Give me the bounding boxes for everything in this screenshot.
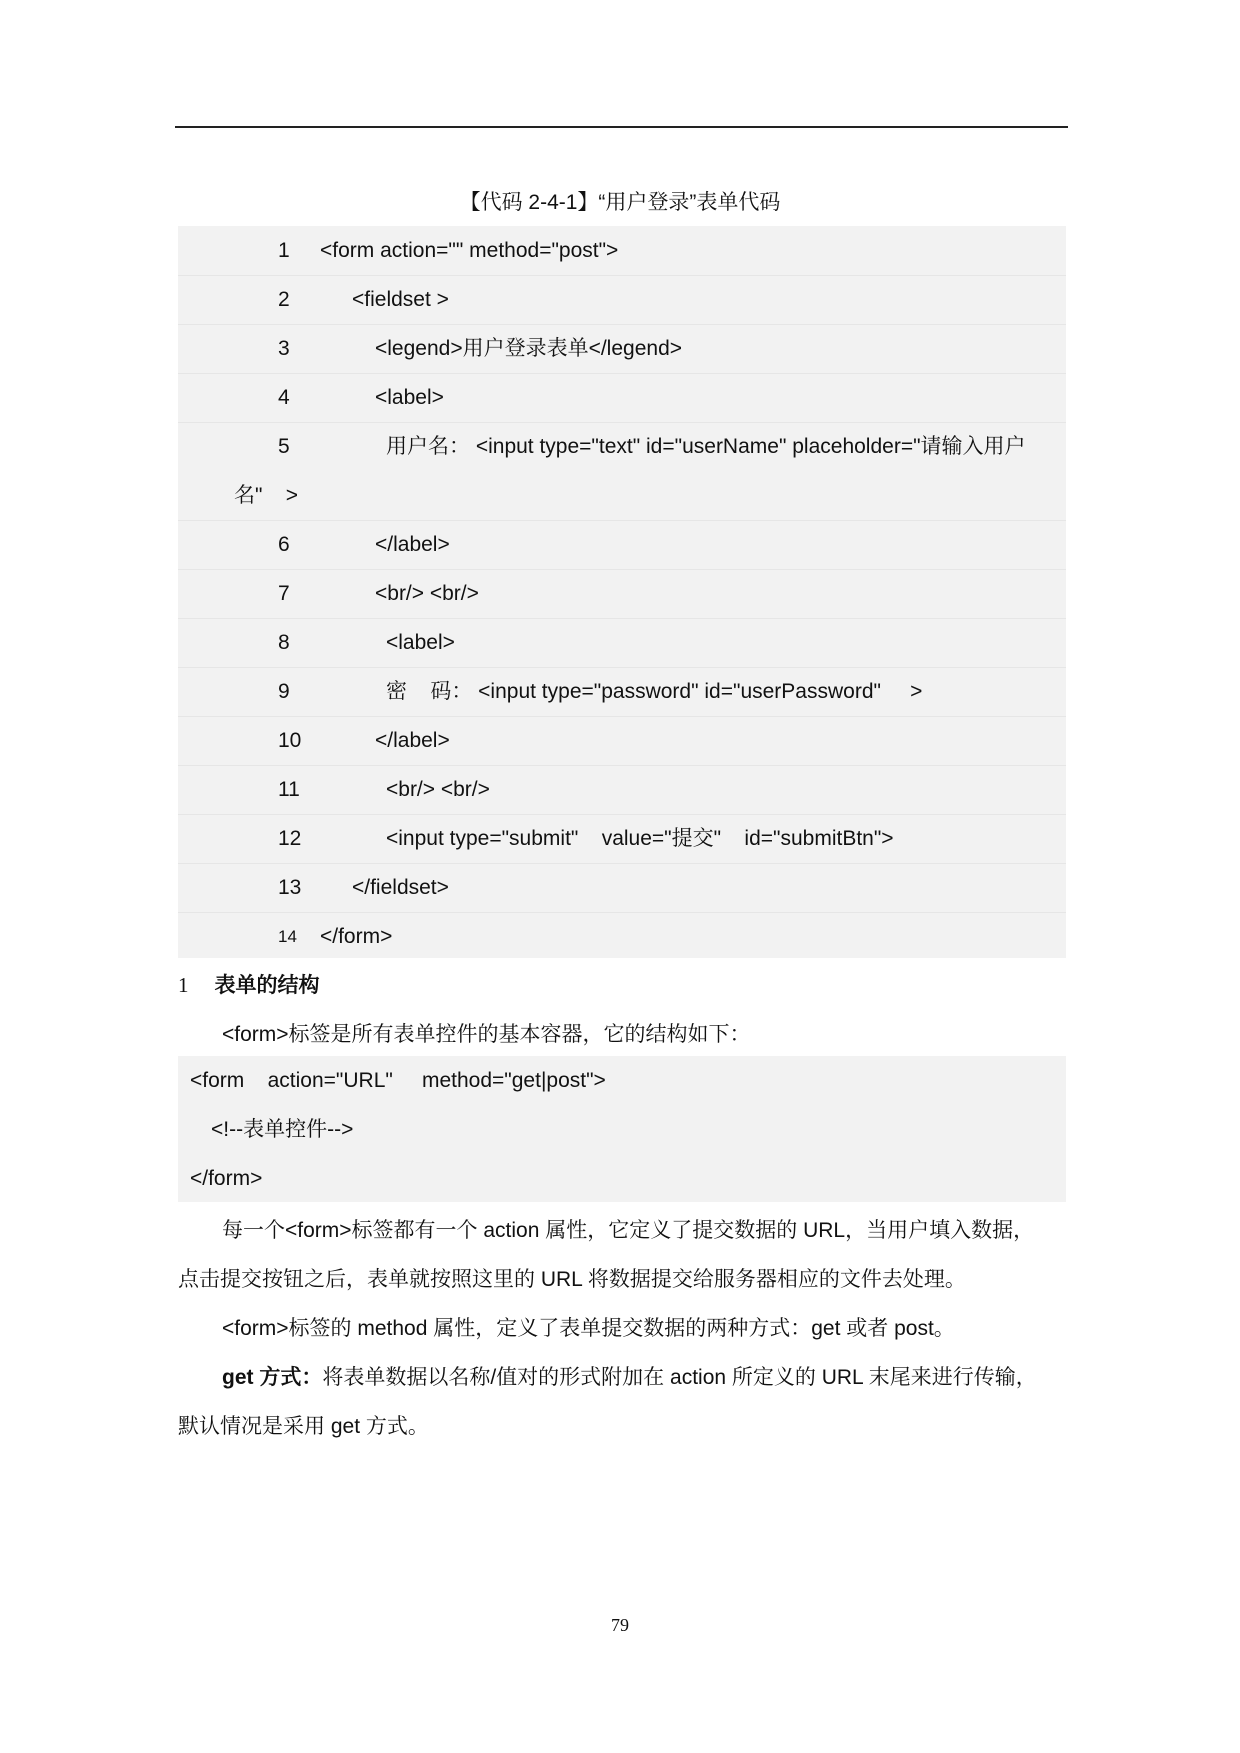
code-line	[178, 275, 1066, 325]
line-number: 8	[278, 631, 290, 654]
code-line	[178, 863, 1066, 913]
section-heading	[178, 969, 320, 999]
code-text: <form action="" method="post">	[320, 239, 619, 262]
paragraph-action-cont: 点击提交按钮之后，表单就按照这里的 URL 将数据提交给服务器相应的文件去处理。	[178, 1268, 966, 1291]
line-number: 5	[278, 435, 290, 458]
paragraph-get-cont: 默认情况是采用 get 方式。	[178, 1415, 429, 1438]
code-text: 名" >	[234, 484, 299, 507]
code-text: <input type="submit" value="提交" id="submitBtn">	[386, 827, 894, 850]
paragraph-method: <form>标签的 method 属性，定义了表单提交数据的两种方式：get 或者 post。	[222, 1317, 955, 1340]
line-number: 12	[278, 827, 302, 850]
header-rule	[175, 126, 1068, 128]
page-number: 79	[611, 1615, 629, 1635]
line-number: 9	[278, 680, 290, 703]
line-number: 4	[278, 386, 290, 409]
line-number: 10	[278, 729, 302, 752]
code-line	[178, 569, 1066, 619]
line-number: 7	[278, 582, 290, 605]
code-block-login-form	[178, 226, 1066, 958]
code-line	[178, 373, 1066, 423]
code-text: <label>	[386, 631, 455, 654]
code-line	[178, 226, 1066, 276]
line-number: 14	[278, 927, 297, 946]
code-text: 密 码： <input type="password" id="userPassword" >	[386, 680, 923, 703]
code-caption: 【代码 2-4-1】“用户登录”表单代码	[459, 191, 781, 214]
get-description: 将表单数据以名称/值对的形式附加在 action 所定义的 URL 末尾来进行传输，	[322, 1366, 1037, 1389]
code-line-continuation	[178, 471, 1066, 521]
code-text: </form>	[190, 1167, 263, 1190]
code-line	[178, 716, 1066, 766]
line-number: 3	[278, 337, 290, 360]
line-number: 2	[278, 288, 290, 311]
code-text: </fieldset>	[352, 876, 449, 899]
code-text: <br/> <br/>	[375, 582, 479, 605]
line-number: 13	[278, 876, 302, 899]
code-text: <form action="URL" method="get|post">	[190, 1069, 606, 1092]
code-text: <!--表单控件-->	[211, 1118, 354, 1141]
code-text: <legend>用户登录表单</legend>	[375, 337, 683, 360]
code-text: <br/> <br/>	[386, 778, 490, 801]
code-text: <label>	[375, 386, 444, 409]
line-number: 1	[278, 239, 290, 262]
intro-paragraph: <form>标签是所有表单控件的基本容器，它的结构如下：	[222, 1023, 751, 1046]
code-line	[178, 618, 1066, 668]
code-text: </form>	[320, 925, 393, 948]
code-line	[178, 765, 1066, 815]
code-line	[178, 422, 1066, 471]
code-block-form-structure	[178, 1056, 1066, 1202]
code-line	[178, 520, 1066, 570]
code-line	[178, 912, 1066, 961]
section-title: 表单的结构	[214, 974, 320, 997]
code-text: </label>	[375, 533, 450, 556]
code-line	[178, 667, 1066, 717]
code-text: <fieldset >	[352, 288, 449, 311]
line-number: 6	[278, 533, 290, 556]
line-number: 11	[278, 778, 300, 801]
paragraph-get	[222, 1361, 1037, 1391]
code-text: 用户名： <input type="text" id="userName" placeholder="请输入用户	[386, 435, 1026, 458]
get-label: get 方式：	[222, 1366, 323, 1389]
code-line	[178, 324, 1066, 374]
paragraph-action: 每一个<form>标签都有一个 action 属性，它定义了提交数据的 URL，当用户填入数据，	[222, 1219, 1035, 1242]
code-line	[178, 814, 1066, 864]
code-text: </label>	[375, 729, 450, 752]
section-number: 1	[178, 973, 189, 997]
